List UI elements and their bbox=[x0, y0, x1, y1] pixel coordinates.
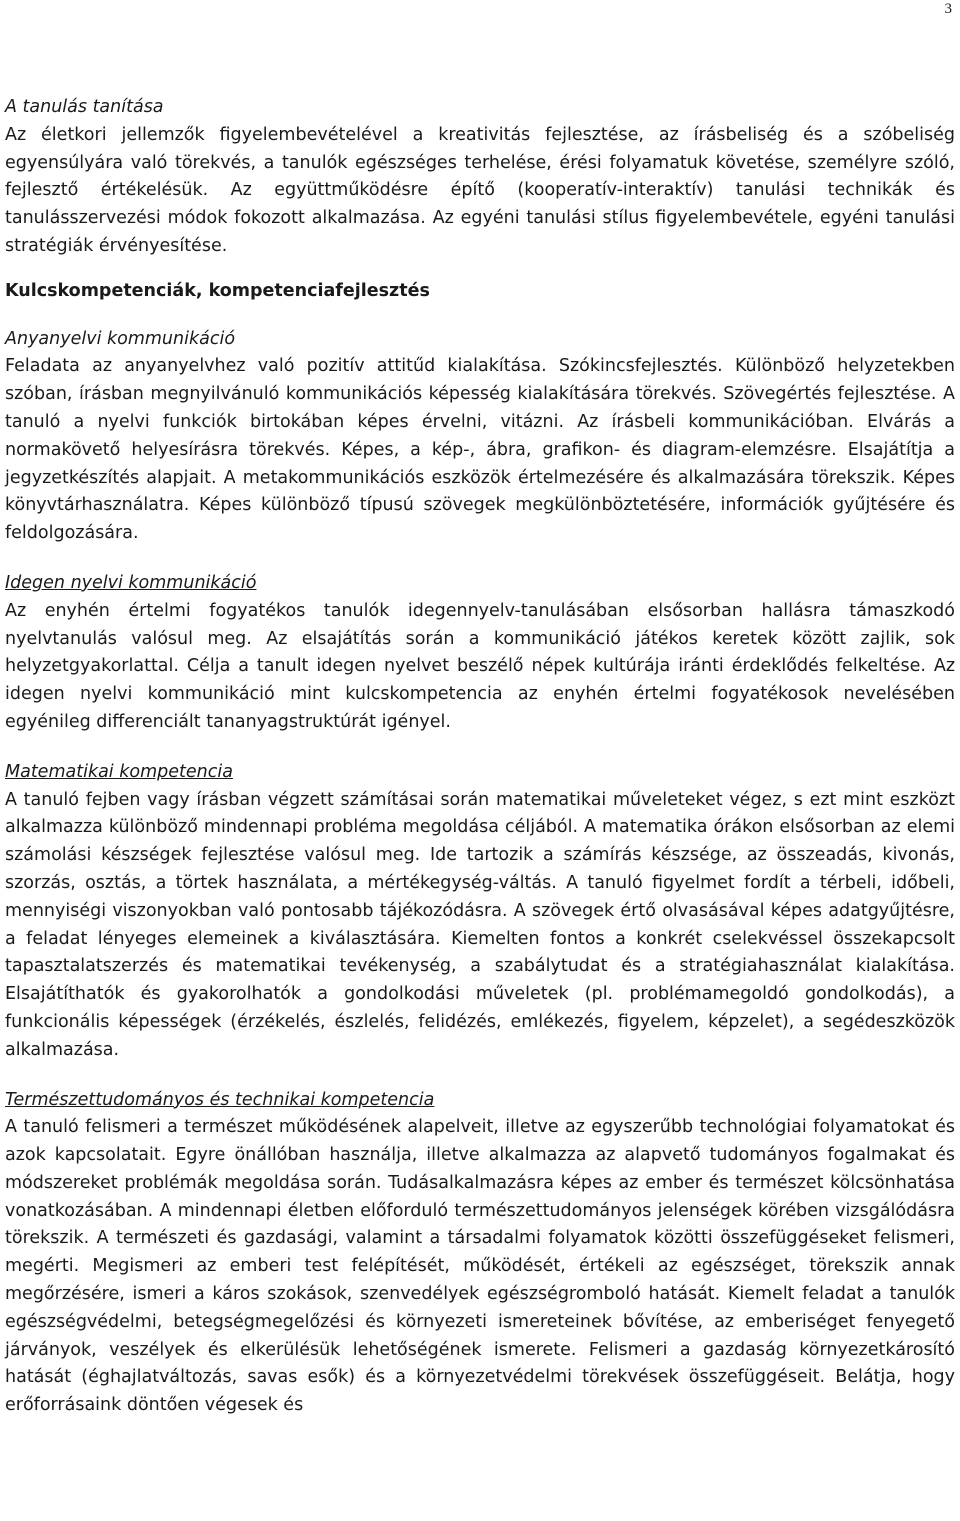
section-heading-termeszettudomanyos: Természettudományos és technikai kompetencia bbox=[5, 1089, 435, 1110]
section-heading-matematikai: Matematikai kompetencia bbox=[5, 761, 233, 782]
section-gap bbox=[5, 1065, 955, 1087]
section-gap bbox=[5, 737, 955, 759]
paragraph-anyanyelvi: Feladata az anyanyelvhez való pozitív attitűd kialakítása. Szókincsfejlesztés. Különböző helyzetekben szóban, írásban megnyilvánuló kommunikációs képesség kialakítására törekvés. Szövegértés fejlesztése. A tanuló a nyelvi funkciók birtokában képes érvelni, vitázni. Az írásbeli kommunikációban. Elvárás a normakövető helyesírásra törekvés. Képes, a kép-, ábra, grafikon- és diagram-elemzésre. Elsajátítja a jegyzetkészítés alapjait. A metakommunikációs eszközök értelmezésére és alkalmazására törekszik. Képes könyvtárhasználatra. Képes különböző típusú szövegek megkülönböztetésére, információk gyűjtésére és feldolgozására. bbox=[5, 356, 955, 544]
paragraph-tanulas-tanitasa: Az életkori jellemzők figyelembevételével a kreativitás fejlesztése, az írásbeliség és a szóbeliség egyensúlyára való törekvés, a tanulók egészséges terhelése, érési folyamatuk követése, személyre szóló, fejlesztő értékelésük. Az együttműködésre építő (kooperatív-interaktív) tanulási technikák és tanulásszervezési módok fokozott alkalmazása. Az egyéni tanulási stílus figyelembevétele, egyéni tanulási stratégiák érvényesítése. bbox=[5, 124, 955, 256]
document-body bbox=[5, 94, 955, 1420]
section-heading-kulcskompetenciak: Kulcskompetenciák, kompetenciafejlesztés bbox=[5, 280, 430, 301]
paragraph-idegen-nyelvi: Az enyhén értelmi fogyatékos tanulók idegennyelv-tanulásában elsősorban hallásra támaszkodó nyelvtanulás valósul meg. Az elsajátítás során a kommunikáció játékos keretek között zajlik, sok helyzetgyakorlattal. Célja a tanult idegen nyelvet beszélő népek kultúrája iránti érdeklődés felkeltése. Az idegen nyelvi kommunikáció mint kulcskompetencia az enyhén értelmi fogyatékosok nevelésében egyénileg differenciált tananyagstruktúrát igényel. bbox=[5, 600, 955, 732]
paragraph-matematikai: A tanuló fejben vagy írásban végzett számításai során matematikai műveleteket végez, s ezt mint eszközt alkalmazza különböző mindennapi probléma megoldása céljából. A matematika órákon elsősorban az elemi számolási készségek fejlesztése valósul meg. Ide tartozik a számírás készsége, az összeadás, kivonás, szorzás, osztás, a törtek használata, a mértékegység-váltás. A tanuló figyelmet fordít a térbeli, időbeli, mennyiségi viszonyokban való pontosabb tájékozódásra. A szövegek értő olvasásával képes adatgyűjtésre, a feladat lényeges elemeinek a kiválasztására. Kiemelten fontos a konkrét cselekvéssel összekapcsolt tapasztalatszerzés és matematikai tevékenység, a szabálytudat és a stratégiahasználat kialakítása. Elsajátíthatók és gyakorolhatók a gondolkodási műveletek (pl. problémamegoldó gondolkodás), a funkcionális képességek (érzékelés, észlelés, felidézés, emlékezés, figyelem, képzelet), a segédeszközök alkalmazása. bbox=[5, 789, 955, 1060]
section-gap bbox=[5, 548, 955, 570]
section-heading-tanulas-tanitasa: A tanulás tanítása bbox=[5, 97, 164, 117]
paragraph-termeszettudomanyos: A tanuló felismeri a természet működésének alapelveit, illetve az egyszerűbb technológiai folyamatokat és azok kapcsolatait. Egyre önállóban használja, illetve alkalmazza az alapvető tudományos fogalmakat és módszereket problémák megoldása során. Tudásalkalmazásra képes az ember és természet kölcsönhatása vonatkozásában. A mindennapi életben előforduló természettudományos jelenségek körében vizsgálódásra törekszik. A természeti és gazdasági, valamint a társadalmi folyamatok közötti összefüggéseket felismeri, megérti. Megismeri az emberi test felépítését, működését, értékeli az egészséget, törekszik annak megőrzésére, ismeri a káros szokások, szenvedélyek egészségromboló hatását. Kiemelt feladat a tanulók egészségvédelmi, betegségmegelőzési és környezeti ismereteinek bővítése, az emberiséget fenyegető járványok, veszélyek és elkerülésük lehetőségének ismerete. Felismeri a gazdaság környezetkárosító hatását (éghajlatváltozás, savas esők) és a környezetvédelmi törekvések összefüggéseit. Belátja, hogy erőforrásaink döntően végesek és bbox=[5, 1117, 955, 1416]
section-heading-idegen-nyelvi: Idegen nyelvi kommunikáció bbox=[5, 572, 257, 593]
section-heading-anyanyelvi: Anyanyelvi kommunikáció bbox=[5, 328, 236, 349]
page-number: 3 bbox=[944, 1, 952, 17]
